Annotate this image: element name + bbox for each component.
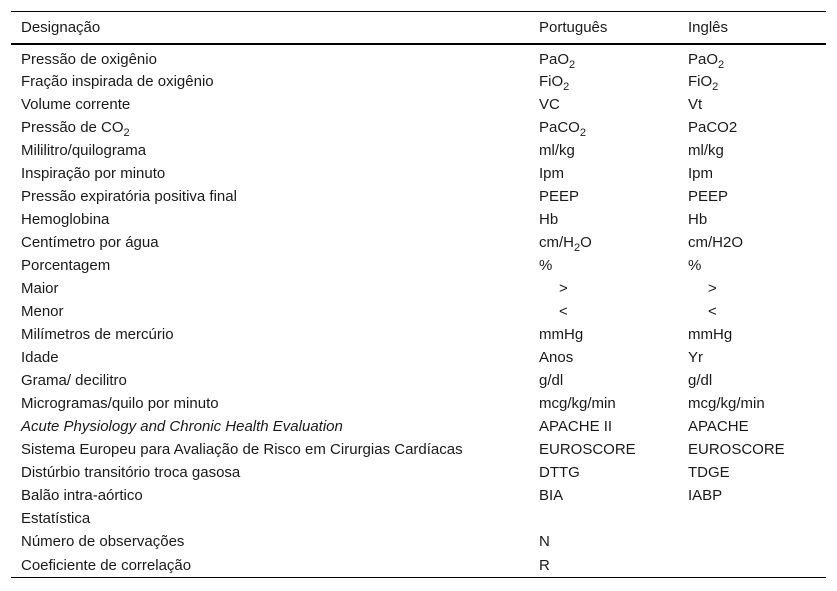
header-designacao: Designação: [21, 19, 101, 36]
cell-ingles: EUROSCORE: [688, 441, 785, 458]
cell-portugues: PEEP: [539, 188, 580, 205]
header-portugues: Português: [539, 19, 608, 36]
table-row: [11, 530, 826, 553]
table-row: [11, 553, 826, 578]
table-row: [11, 139, 826, 162]
table-row: [11, 346, 826, 369]
table-row: [11, 300, 826, 323]
cell-designacao: Maior: [21, 280, 59, 297]
table-body: [11, 44, 826, 578]
subscript: 2: [574, 242, 581, 254]
cell-portugues: mcg/kg/min: [539, 395, 616, 412]
cell-ingles: <: [708, 303, 717, 320]
cell-designacao: Mililitro/quilograma: [21, 142, 147, 159]
cell-designacao: Acute Physiology and Chronic Health Evaluation: [21, 418, 343, 435]
cell-designacao: Distúrbio transitório troca gasosa: [21, 464, 241, 481]
cell-designacao: Pressão de $CO_2$: [21, 119, 130, 139]
cell-ingles: ml/kg: [688, 142, 724, 159]
cell-designacao: Inspiração por minuto: [21, 165, 166, 182]
cell-portugues: Hb: [539, 211, 559, 228]
subscript: 2: [563, 81, 570, 93]
table-row: [11, 185, 826, 208]
cell-ingles: cm/H2O: [688, 234, 744, 251]
subscript: 2: [123, 127, 130, 139]
table-row: [11, 208, 826, 231]
cell-portugues: EUROSCORE: [539, 441, 636, 458]
cell-ingles: Ipm: [688, 165, 714, 182]
table-row: [11, 116, 826, 139]
cell-ingles: PaCO2: [688, 119, 738, 136]
table-row: [11, 44, 826, 70]
cell-designacao: Pressão expiratória positiva final: [21, 188, 237, 205]
cell-designacao: Sistema Europeu para Avaliação de Risco em Cirurgias Cardíacas: [21, 441, 463, 458]
cell-ingles: >: [708, 280, 717, 297]
cell-designacao: Menor: [21, 303, 64, 320]
cell-portugues: VC: [539, 96, 560, 113]
abbreviation-table: [11, 11, 826, 578]
cell-portugues: Ipm: [539, 165, 565, 182]
table-row: [11, 415, 826, 438]
cell-ingles: Vt: [688, 96, 703, 113]
cell-portugues: $cm/H_2O$: [539, 234, 592, 254]
cell-portugues: %: [539, 257, 553, 274]
cell-portugues: Anos: [539, 349, 574, 366]
cell-ingles: [678, 553, 826, 578]
cell-portugues: FiO$_2$: [539, 73, 570, 93]
cell-portugues: <: [559, 303, 568, 320]
cell-ingles: APACHE: [688, 418, 749, 435]
cell-portugues: ml/kg: [539, 142, 575, 159]
cell-ingles: Yr: [688, 349, 703, 366]
cell-designacao: Coeficiente de correlação: [11, 553, 529, 578]
cell-portugues: PaO$_2$: [539, 51, 576, 71]
subscript: 2: [718, 59, 725, 71]
header-row: [11, 12, 826, 45]
cell-portugues: mmHg: [539, 326, 584, 343]
table-row: [11, 277, 826, 300]
subscript: 2: [569, 59, 576, 71]
cell-ingles: g/dl: [688, 372, 713, 389]
table-row: [11, 461, 826, 484]
cell-ingles: [678, 530, 826, 553]
cell-portugues: N: [539, 533, 550, 550]
table-row: [11, 70, 826, 93]
cell-designacao: Microgramas/quilo por minuto: [21, 395, 219, 412]
abbreviation-table-container: [11, 11, 826, 578]
table-row: [11, 323, 826, 346]
table-row: [11, 392, 826, 415]
cell-designacao: Pressão de oxigênio: [21, 51, 157, 68]
cell-designacao: Idade: [21, 349, 59, 366]
cell-portugues: [529, 507, 678, 530]
subscript: 2: [712, 81, 719, 93]
cell-ingles: %: [688, 257, 702, 274]
table-row: [11, 484, 826, 507]
cell-designacao: Volume corrente: [21, 96, 131, 113]
cell-ingles: TDGE: [688, 464, 730, 481]
cell-designacao: Número de observações: [21, 533, 185, 550]
cell-designacao: Estatística: [21, 510, 91, 527]
cell-portugues: R: [529, 553, 678, 578]
cell-ingles: PaO$_2$: [688, 51, 725, 71]
cell-designacao: Grama/ decilitro: [21, 372, 127, 389]
cell-ingles: [678, 507, 826, 530]
cell-ingles: Hb: [688, 211, 708, 228]
cell-portugues: BIA: [539, 487, 564, 504]
cell-portugues: APACHE II: [539, 418, 613, 435]
cell-designacao: Balão intra-aórtico: [21, 487, 143, 504]
table-header: [11, 12, 826, 45]
table-row: [11, 93, 826, 116]
table-row: [11, 162, 826, 185]
table-row: [11, 507, 826, 530]
header-ingles: Inglês: [688, 19, 729, 36]
table-row: [11, 254, 826, 277]
cell-ingles: mcg/kg/min: [688, 395, 765, 412]
table-row: [11, 438, 826, 461]
cell-ingles: IABP: [688, 487, 723, 504]
cell-portugues: DTTG: [539, 464, 580, 481]
cell-portugues: g/dl: [539, 372, 564, 389]
table-row: [11, 369, 826, 392]
subscript: 2: [579, 127, 586, 139]
cell-designacao: Porcentagem: [21, 257, 111, 274]
cell-designacao: Milímetros de mercúrio: [21, 326, 174, 343]
cell-ingles: FiO$_2$: [688, 73, 719, 93]
cell-portugues: PaCO$_2$: [539, 119, 586, 139]
cell-designacao: Centímetro por água: [21, 234, 159, 251]
cell-ingles: mmHg: [688, 326, 733, 343]
cell-portugues: >: [559, 280, 568, 297]
table-row: [11, 231, 826, 254]
cell-designacao: Hemoglobina: [21, 211, 110, 228]
cell-ingles: PEEP: [688, 188, 729, 205]
cell-designacao: Fração inspirada de oxigênio: [21, 73, 214, 90]
